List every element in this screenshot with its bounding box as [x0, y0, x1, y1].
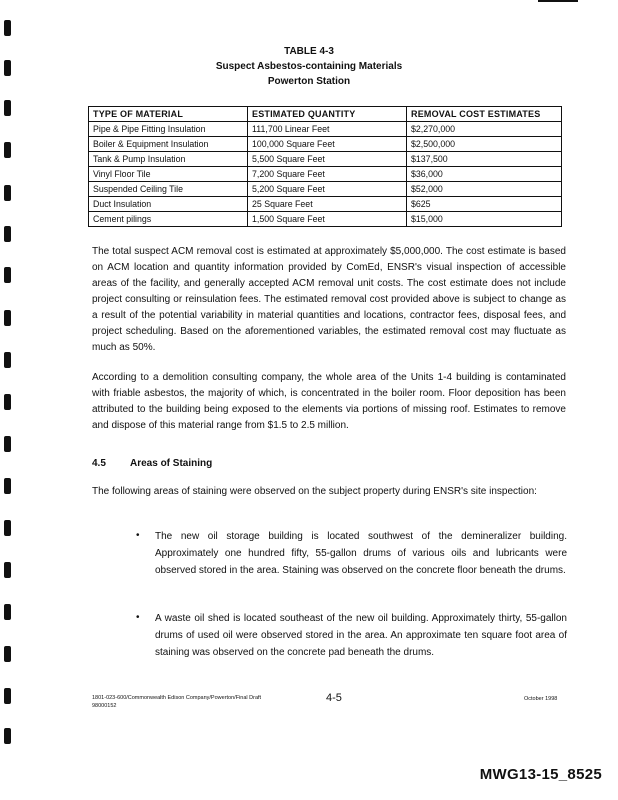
footer-doc-ref-line: 98000152: [92, 703, 117, 709]
binder-hole: [4, 728, 11, 744]
table-row: [89, 212, 562, 227]
table-cell: 5,200 Square Feet: [248, 182, 407, 197]
table-cell: Boiler & Equipment Insulation: [89, 137, 248, 152]
table-row: [89, 152, 562, 167]
binder-hole: [4, 436, 11, 452]
table-subtitle: Suspect Asbestos-containing Materials: [215, 61, 403, 72]
binder-hole: [4, 142, 11, 158]
table-cell: 100,000 Square Feet: [248, 137, 407, 152]
section-number: 4.5: [92, 458, 106, 469]
table-cell: $2,500,000: [407, 137, 562, 152]
bullet-item: The new oil storage building is located southwest of the demineralizer building. Approximately one hundred fifty, 55-gallon drums of various oils and lubricants were observed stored in the area. Staining was observed on the concrete floor beneath the drums.: [155, 531, 567, 576]
binder-hole: [4, 310, 11, 326]
binder-hole: [4, 267, 11, 283]
table-cell: Duct Insulation: [89, 197, 248, 212]
binder-hole: [4, 646, 11, 662]
table-cell: 25 Square Feet: [248, 197, 407, 212]
table-cell: 1,500 Square Feet: [248, 212, 407, 227]
table-cell: Suspended Ceiling Tile: [89, 182, 248, 197]
table-row: [89, 167, 562, 182]
asbestos-table: [88, 106, 562, 227]
column-header: ESTIMATED QUANTITY: [248, 107, 407, 122]
cost-estimate-paragraph: The total suspect ACM removal cost is estimated at approximately $5,000,000. The cost estimate is based on ACM location and quantity information provided by ComEd, ENSR's visual inspection of accessible areas of the facility, and generally accepted ACM removal unit costs. The cost estimate does not include project consulting or reinsulation fees. The estimated removal cost provided above is subject to change as a result of the potential variability in material quantities and locations, contractor fees, disposal fees, and project scheduling. Based on the aforementioned variables, the estimated removal cost may fluctuate as much as 50%.: [92, 246, 566, 353]
binder-hole: [4, 394, 11, 410]
table-row: [89, 122, 562, 137]
table-cell: $52,000: [407, 182, 562, 197]
page-number: 4-5: [326, 692, 342, 704]
binder-hole: [4, 20, 11, 36]
table-cell: Tank & Pump Insulation: [89, 152, 248, 167]
bullet-marker: •: [136, 612, 140, 623]
table-cell: $36,000: [407, 167, 562, 182]
table-cell: Vinyl Floor Tile: [89, 167, 248, 182]
binder-hole: [4, 520, 11, 536]
table-row: [89, 137, 562, 152]
table-location: Powerton Station: [267, 76, 351, 87]
table-cell: $15,000: [407, 212, 562, 227]
table-title-block: [0, 44, 618, 89]
binder-hole: [4, 688, 11, 704]
footer-date: October 1998: [524, 696, 558, 702]
table-row: [89, 182, 562, 197]
footer-doc-ref-line: 1801-023-600/Commonwealth Edison Company/Powerton/Final Draft: [92, 695, 262, 701]
table-cell: $137,500: [407, 152, 562, 167]
table-cell: 5,500 Square Feet: [248, 152, 407, 167]
table-cell: Cement pilings: [89, 212, 248, 227]
binder-hole: [4, 478, 11, 494]
table-cell: Pipe & Pipe Fitting Insulation: [89, 122, 248, 137]
table-cell: 111,700 Linear Feet: [248, 122, 407, 137]
binder-hole: [4, 100, 11, 116]
demolition-paragraph: According to a demolition consulting company, the whole area of the Units 1-4 building is contaminated with friable asbestos, the majority of which, is concentrated in the boiler room. Floor deposition has been attributed to the building being exposed to the elements via portions of missing roof. Estimates to remove and dispose of this material range from $1.5 to 2.5 million.: [92, 372, 566, 431]
section-intro: The following areas of staining were observed on the subject property during ENSR's site inspection:: [92, 486, 537, 497]
binder-hole: [4, 562, 11, 578]
table-cell: $2,270,000: [407, 122, 562, 137]
bates-number: MWG13-15_8525: [479, 766, 602, 783]
column-header: TYPE OF MATERIAL: [89, 107, 248, 122]
binder-hole: [4, 604, 11, 620]
section-title: Areas of Staining: [130, 458, 213, 469]
binder-hole: [4, 226, 11, 242]
column-header: REMOVAL COST ESTIMATES: [407, 107, 562, 122]
binder-hole: [4, 352, 11, 368]
section-heading: [92, 458, 212, 469]
table-cell: $625: [407, 197, 562, 212]
footer-doc-reference: [92, 694, 261, 710]
top-edge-mark: [538, 0, 578, 2]
table-cell: 7,200 Square Feet: [248, 167, 407, 182]
table-row: [89, 197, 562, 212]
bullet-marker: •: [136, 530, 140, 541]
table-title: TABLE 4-3: [284, 46, 334, 57]
bullet-item: A waste oil shed is located southeast of the new oil building. Approximately thirty, 55-gallon drums of used oil were observed stored in the area. An approximate ten square foot area of staining was observed on the concrete pad beneath the drums.: [155, 613, 567, 658]
table-header-row: [89, 107, 562, 122]
binder-hole: [4, 185, 11, 201]
